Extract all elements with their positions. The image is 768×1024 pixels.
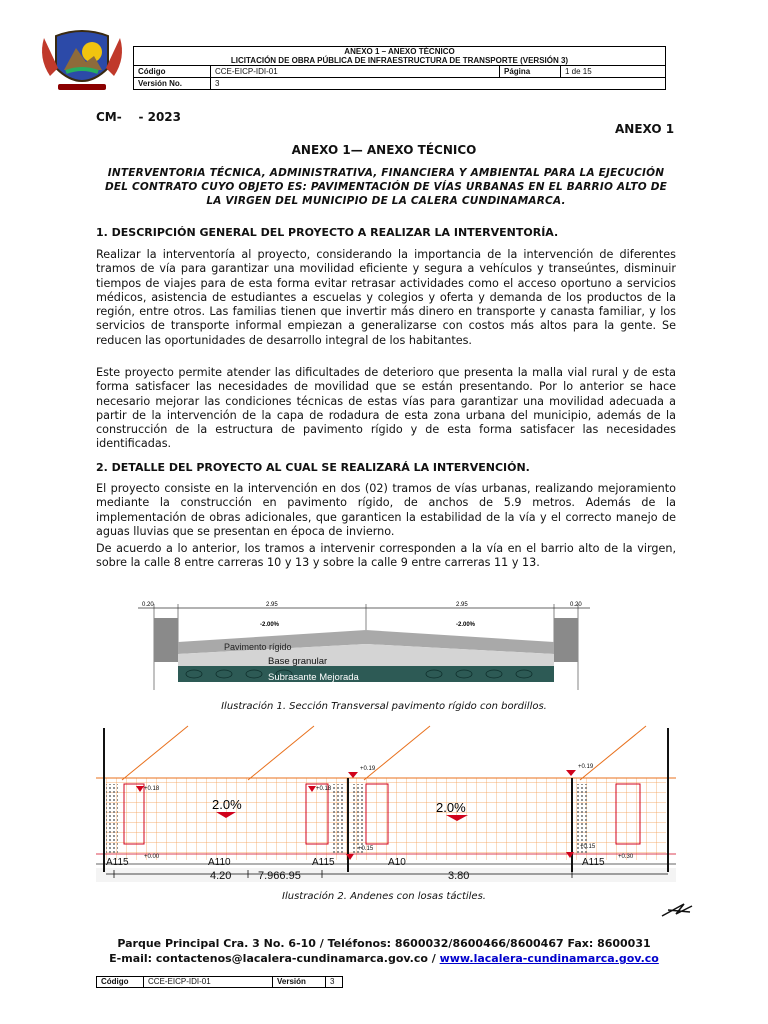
label-a110: A110 <box>208 857 231 868</box>
level-015-b: +0.15 <box>580 844 596 850</box>
label-pavement: Pavimento rígido <box>224 642 292 652</box>
signature-mark <box>660 900 694 920</box>
footer-address <box>0 936 768 966</box>
section-2-heading: 2. DETALLE DEL PROYECTO AL CUAL SE REALIZARÁ LA INTERVENCIÓN. <box>96 461 530 474</box>
dim-mid1: 2.95 <box>266 602 278 608</box>
label-a115-a: A115 <box>106 857 129 868</box>
mid-curb-hatch-2 <box>352 784 364 854</box>
level-019-b: +0.19 <box>578 764 594 770</box>
dim-mid2: 2.95 <box>456 602 468 608</box>
level-018-b: +0.18 <box>316 786 332 792</box>
anexo-label: ANEXO 1 <box>615 122 675 136</box>
document-title: ANEXO 1— ANEXO TÉCNICO <box>291 143 477 157</box>
codigo-value: CCE-EICP-IDI-01 <box>211 66 500 78</box>
caption-figure-2: Ilustración 2. Andenes con losas táctiles. <box>282 891 486 902</box>
slope-right: -2.00% <box>456 622 476 628</box>
dim-left: 0.20 <box>142 602 154 608</box>
level-030: +0.30 <box>618 854 634 860</box>
slope-label-b: 2.0% <box>436 800 466 815</box>
dim-796695: 7.966.95 <box>258 870 301 882</box>
footer-codigo-value: CCE-EICP-IDI-01 <box>144 977 273 988</box>
footer-line2 <box>0 951 768 966</box>
left-curb <box>154 618 178 662</box>
label-a115-b: A115 <box>312 857 335 868</box>
dim-420: 4.20 <box>210 870 232 882</box>
paragraph-1: Realizar la interventoría al proyecto, considerando la importancia de la intervención de diferentes tramos de vía para garantizar una movilidad eficiente y segura a vehículos y transeúntes, disminuir tiempos de viajes para de esta forma evitar retrasar actividades como el acceso oportuno a servicios médicos, asistencia de estudiantes a escuelas y colegios y oferta y demanda de los productos de la región, entre otros. Las familias tienen que invertir más dinero en transporte y canasta familiar, y los servicios de transporte informal empiezan a generalizarse con costos más altos para la gente. Se reducen las oportunidades de desarrollo integral de los habitantes. <box>96 248 676 347</box>
mid-curb-hatch <box>332 784 344 854</box>
header-line1: ANEXO 1 – ANEXO TÉCNICO <box>344 47 455 56</box>
footer-line1: Parque Principal Cra. 3 No. 6-10 / Teléfonos: 8600032/8600466/8600467 Fax: 8600031 <box>117 937 651 950</box>
level-019-a: +0.19 <box>360 766 376 772</box>
paragraph-2: Este proyecto permite atender las dificultades de deterioro que presenta la malla vial rural y de esta forma satisfacer las necesidades de movilidad que se están presentando. Por lo anterior se hace necesario mejorar las condiciones técnicas de estas vías para garantizar una movilidad adecuada a partir de la intervención de la capa de rodadura de esta zona urbana del municipio, además de la construcción de la estructura de pavimento rígido y de esta forma satisfacer las necesidades identificadas. <box>96 366 676 451</box>
label-subgrade: Subrasante Mejorada <box>268 672 359 683</box>
improved-subgrade-layer <box>178 666 554 682</box>
level-015-a: +0.15 <box>358 846 374 852</box>
level-000: +0.00 <box>144 854 160 860</box>
footer-email: E-mail: contactenos@lacalera-cundinamarca.gov.co / <box>109 952 440 965</box>
document-subtitle: INTERVENTORIA TÉCNICA, ADMINISTRATIVA, FINANCIERA Y AMBIENTAL PARA LA EJECUCIÓN DEL CONTRATO CUYO OBJETO ES: PAVIMENTACIÓN DE VÍAS URBANAS EN EL BARRIO ALTO DE LA VIRGEN DEL MUNICIPIO DE LA CALERA CUNDINAMARCA. <box>104 167 668 207</box>
caption-figure-1: Ilustración 1. Sección Transversal pavimento rígido con bordillos. <box>221 701 547 712</box>
sidewalk-detail-diagram <box>96 722 676 884</box>
pagina-value: 1 de 15 <box>561 66 666 78</box>
version-label: Versión No. <box>134 78 211 90</box>
section-1-heading: 1. DESCRIPCIÓN GENERAL DEL PROYECTO A REALIZAR LA INTERVENTORÍA. <box>96 226 559 239</box>
right-curb <box>554 618 578 662</box>
codigo-label: Código <box>134 66 211 78</box>
version-value: 3 <box>211 78 666 90</box>
paragraph-4: De acuerdo a lo anterior, los tramos a intervenir corresponden a la vía en el barrio alto de la virgen, sobre la calle 8 entre carreras 10 y 13 y sobre la calle 9 entre carreras 11 y 13. <box>96 542 676 570</box>
cross-section-diagram <box>134 600 594 692</box>
header-title <box>134 47 666 66</box>
website-link[interactable]: www.lacalera-cundinamarca.gov.co <box>439 952 659 965</box>
header-line2: LICITACIÓN DE OBRA PÚBLICA DE INFRAESTRUCTURA DE TRANSPORTE (VERSIÓN 3) <box>230 56 569 65</box>
footer-code-table <box>96 976 343 988</box>
footer-codigo-label: Código <box>97 977 144 988</box>
dim-380: 3.80 <box>448 870 470 882</box>
cm-number: CM- - 2023 <box>96 110 181 124</box>
municipal-coat-of-arms-logo <box>36 28 128 98</box>
dim-right: 0.20 <box>570 602 582 608</box>
label-base: Base granular <box>268 656 328 667</box>
level-018-a: +0.18 <box>144 786 160 792</box>
slope-left: -2.00% <box>260 622 280 628</box>
label-a115-c: A115 <box>582 857 605 868</box>
footer-version-value: 3 <box>326 977 343 988</box>
label-a10: A10 <box>388 857 406 868</box>
left-curb-hatch <box>106 784 118 854</box>
paragraph-3: El proyecto consiste en la intervención en dos (02) tramos de vías urbanas, realizando mejoramiento mediante la construcción en pavimento rígido, de anchos de 5.9 metros. Además de la implementación de obras adicionales, que garanticen la estabilidad de la vía y el correcto manejo de aguas lluvias que se presentan en época de invierno. <box>96 482 676 538</box>
pagina-label: Página <box>500 66 561 78</box>
footer-version-label: Versión <box>273 977 326 988</box>
document-header-table <box>133 46 666 90</box>
slope-label-a: 2.0% <box>212 797 242 812</box>
